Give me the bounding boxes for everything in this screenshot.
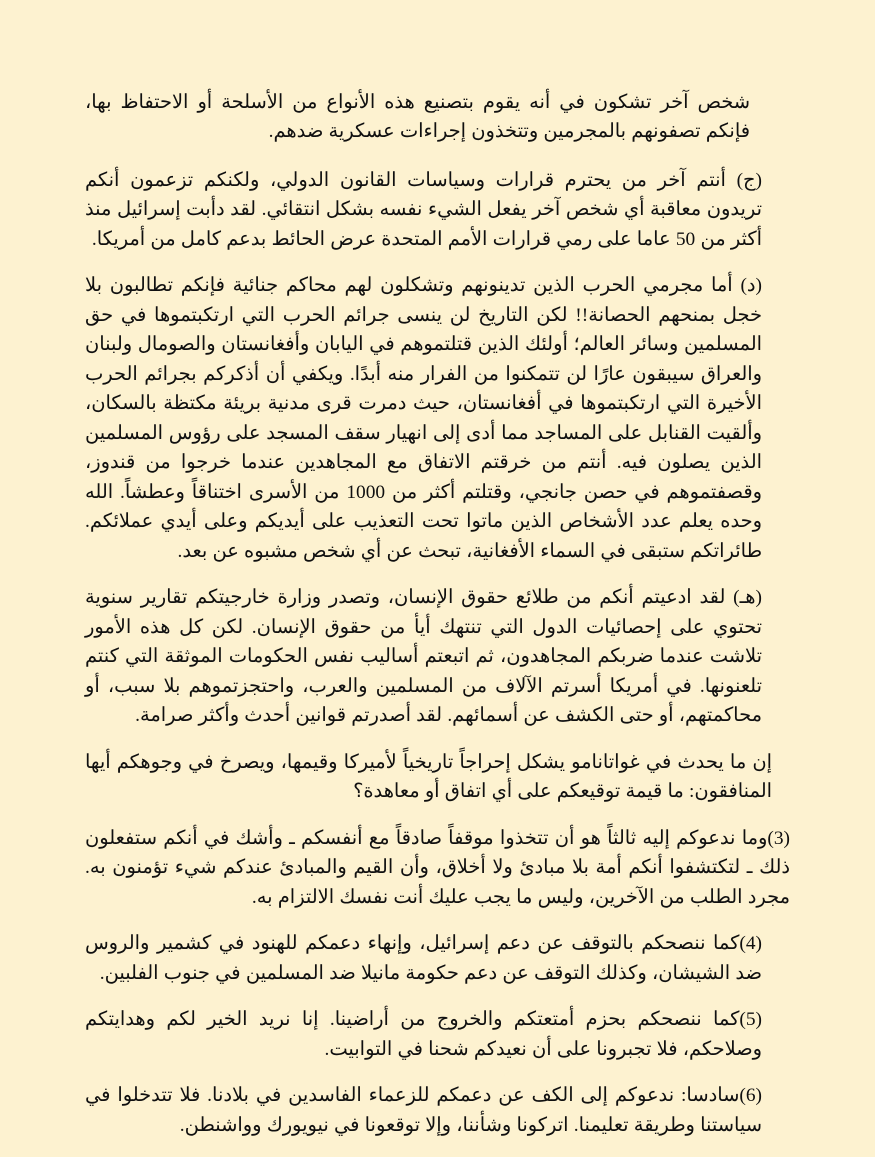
paragraph-item-4: (4)كما ننصحكم بالتوقف عن دعم إسرائيل، وإنهاء دعمكم للهنود في كشمير والروس ضد الشيشان، وكذلك التوقف عن دعم حكومة مانيلا ضد المسلمين في جنوب الفلبين. [85, 933, 762, 984]
paragraph-guantanamo: إن ما يحدث في غواتانامو يشكل إحراجاً تاريخياً لأميركا وقيمها، ويصرخ في وجوهكم أيها المنافقون: ما قيمة توقيعكم على أي اتفاق أو معاهدة؟ [85, 751, 772, 803]
paragraph-item-dal: (د) أما مجرمي الحرب الذين تدينونهم وتشكلون لهم محاكم جنائية فإنكم تطالبون بلا خجل بمنحهم الحصانة!! لكن التاريخ لن ينسى جرائم الحرب التي ارتكبتموها في حق المسلمين وسائر العالم؛ أولئك الذين قتلتموهم في اليابان وأفغانستان والصومال ولبنان والعراق سيبقون عارًا لن تتمكنوا من الفرار منه أبدًا. ويكفي أن أذكركم بجرائم الحرب الأخيرة التي ارتكبتموها في أفغانستان، حيث دمرت قرى مدنية بريئة مكتظة بالسكان، وألقيت القنابل على المساجد مما أدى إلى انهيار سقف المسجد على رؤوس المسلمين الذين يصلون فيه. أنتم من خرقتم الاتفاق مع المجاهدين عندما خرجوا من قندوز، وقصفتموهم في حصن جانجي، وقتلتم أكثر من 1000 من الأسرى اختناقاً وعطشاً. الله وحده يعلم عدد الأشخاص الذين ماتوا تحت التعذيب على أيديكم وعلى أيدي عملائكم. طائراتكم ستبقى في السماء الأفغانية، تبحث عن أي شخص مشبوه عن بعد. [85, 275, 762, 562]
document-body [85, 88, 790, 1140]
paragraph-item-jeem: (ج) أنتم آخر من يحترم قرارات وسياسات القانون الدولي، ولكنكم تزعمون أنكم تريدون معاقبة أي شخص آخر يفعل الشيء نفسه بشكل انتقائي. لقد دأبت إسرائيل منذ أكثر من 50 عاما على رمي قرارات الأمم المتحدة عرض الحائط بدعم كامل من أمريكا. [85, 169, 762, 250]
paragraph-item-3: (3)وما ندعوكم إليه ثالثاً هو أن تتخذوا موقفاً صادقاً مع أنفسكم ـ وأشك في أنكم ستفعلون ذلك ـ لتكتشفوا أنكم أمة بلا مبادئ ولا أخلاق، وأن القيم والمبادئ عندكم شيء تؤمنون به. مجرد الطلب من الآخرين، وليس ما يجب عليك أنت نفسك الالتزام به. [85, 827, 790, 908]
paragraph-item-6: (6)سادسا: ندعوكم إلى الكف عن دعمكم للزعماء الفاسدين في بلادنا. فلا تتدخلوا في سياستنا وطريقة تعليمنا. اتركونا وشأننا، وإلا توقعونا في نيويورك وواشنطن. [85, 1085, 762, 1136]
paragraph-item-haa: (هـ) لقد ادعيتم أنكم من طلائع حقوق الإنسان، وتصدر وزارة خارجيتكم تقارير سنوية تحتوي على إحصائيات الدول التي تنتهك أيأ من حقوق الإنسان. لكن كل هذه الأمور تلاشت عندما ضربكم المجاهدون، ثم اتبعتم أساليب نفس الحكومات الموثقة التي كنتم تلعنونها. في أمريكا أسرتم الآلاف من المسلمين والعرب، واحتجزتموهم بلا سبب، أو محاكمتهم، أو حتى الكشف عن أسمائهم. لقد أصدرتم قوانين أحدث وأكثر صرامة. [85, 587, 762, 727]
paragraph-item-5: (5)كما ننصحكم بحزم أمتعتكم والخروج من أراضينا. إنا نريد الخير لكم وهدايتكم وصلاحكم، فلا تجبرونا على أن نعيدكم شحنا في التوابيت. [85, 1009, 762, 1060]
paragraph-weapons: شخص آخر تشكون في أنه يقوم بتصنيع هذه الأنواع من الأسلحة أو الاحتفاظ بها، فإنكم تصفونهم بالمجرمين وتتخذون إجراءات عسكرية ضدهم. [85, 92, 750, 143]
